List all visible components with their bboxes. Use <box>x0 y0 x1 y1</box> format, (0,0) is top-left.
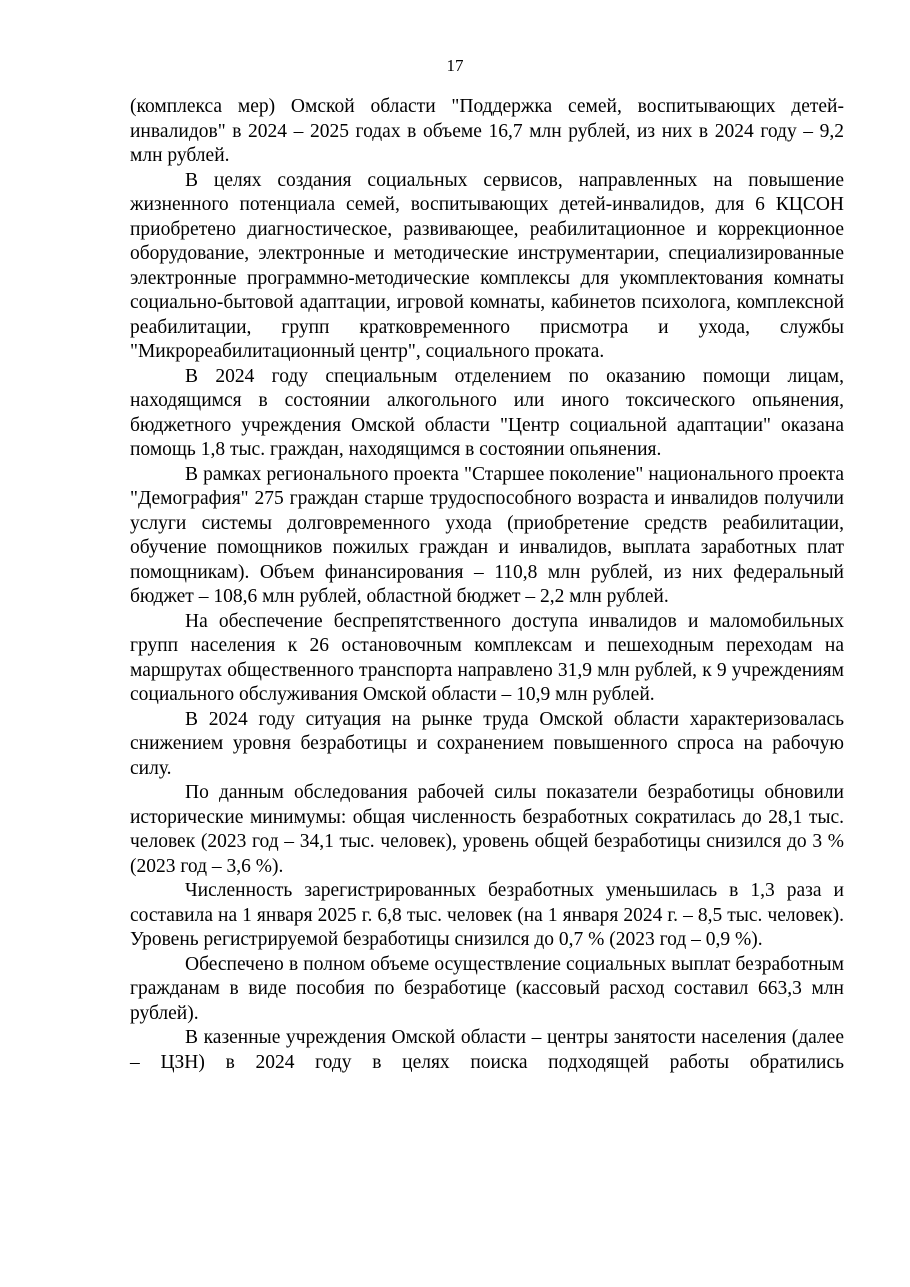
paragraph-continuation: (комплекса мер) Омской области "Поддержка семей, воспитывающих детей-инвалидов" в 2024 – 2025 годах в объеме 16,7 млн рублей, из них в 2024 году – 9,2 млн рублей. <box>130 96 844 166</box>
document-body <box>130 95 844 1075</box>
paragraph-older-generation: В рамках регионального проекта "Старшее поколение" национального проекта "Демография" 275 граждан старше трудоспособного возраста и инвалидов получили услуги системы долговременного ухода (приобретение средств реабилитации, обучение помощников пожилых граждан и инвалидов, выплата заработных плат помощникам). Объем финансирования – 110,8 млн рублей, из них федеральный бюджет – 108,6 млн рублей, областной бюджет – 2,2 млн рублей. <box>130 463 844 607</box>
paragraph-social-services: В целях создания социальных сервисов, направленных на повышение жизненного потенциала семей, воспитывающих детей-инвалидов, для 6 КЦСОН приобретено диагностическое, развивающее, реабилитационное и коррекционное оборудование, электронные и методические инструментарии, специализированные электронные программно-методические комплексы для укомплектования комнаты социально-бытовой адаптации, игровой комнаты, кабинетов психолога, комплексной реабилитации, групп кратковременного присмотра и ухода, службы "Микрореабилитационный центр", социального проката. <box>130 169 844 362</box>
page-number: 17 <box>446 56 464 75</box>
paragraph-social-adaptation: В 2024 году специальным отделением по оказанию помощи лицам, находящимся в состоянии алкогольного или иного токсического опьянения, бюджетного учреждения Омской области "Центр социальной адаптации" оказана помощь 1,8 тыс. граждан, находящимся в состоянии опьянения. <box>130 365 844 460</box>
paragraph-labor-market: В 2024 году ситуация на рынке труда Омской области характеризовалась снижением уровня безработицы и сохранением повышенного спроса на рабочую силу. <box>130 708 844 779</box>
paragraph-employment-centers: В казенные учреждения Омской области – центры занятости населения (далее – ЦЗН) в 2024 году в целях поиска подходящей работы обратились <box>130 1027 844 1073</box>
paragraph-unemployment-benefits: Обеспечено в полном объеме осуществление социальных выплат безработным гражданам в виде пособия по безработице (кассовый расход составил 663,3 млн рублей). <box>130 953 844 1024</box>
paragraph-labor-survey: По данным обследования рабочей силы показатели безработицы обновили исторические минимумы: общая численность безработных сократилась до 28,1 тыс. человек (2023 год – 34,1 тыс. человек), уровень общей безработицы снизился до 3 % (2023 год – 3,6 %). <box>130 782 844 877</box>
paragraph-accessibility: На обеспечение беспрепятственного доступа инвалидов и маломобильных групп населения к 26 остановочным комплексам и пешеходным переходам на маршрутах общественного транспорта направлено 31,9 млн рублей, к 9 учреждениям социального обслуживания Омской области – 10,9 млн рублей. <box>130 610 844 705</box>
paragraph-registered-unemployed: Численность зарегистрированных безработных уменьшилась в 1,3 раза и составила на 1 января 2025 г. 6,8 тыс. человек (на 1 января 2024 г. – 8,5 тыс. человек). Уровень регистрируемой безработицы снизился до 0,7 % (2023 год – 0,9 %). <box>130 880 844 950</box>
